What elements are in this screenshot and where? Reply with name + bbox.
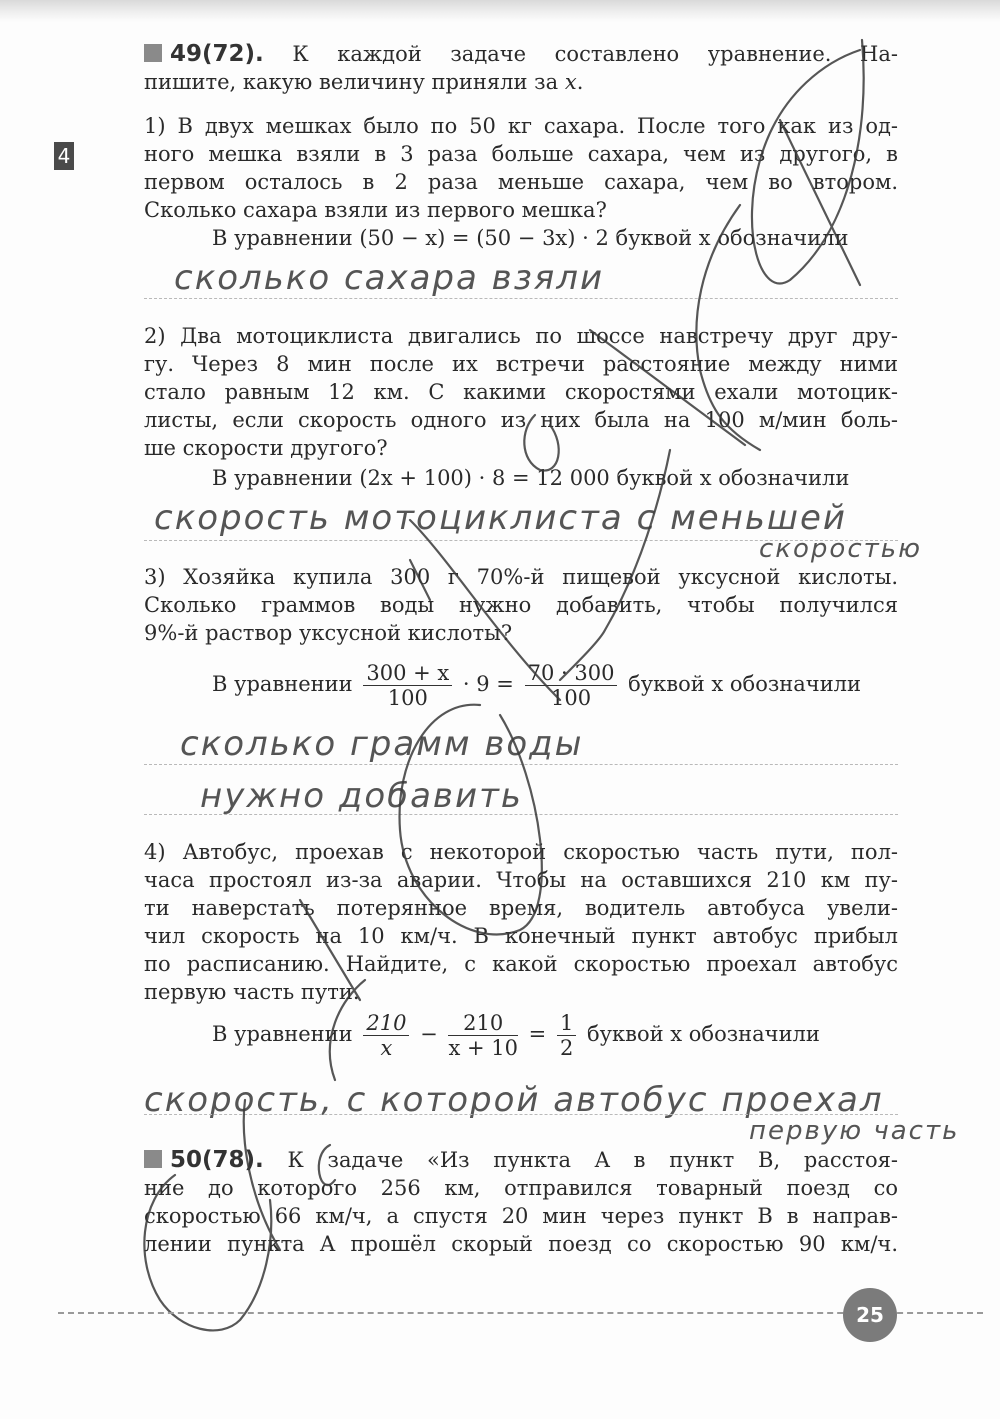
item2-line: стало равным 12 км. С какими скоростями ехали мотоцик- <box>144 380 898 404</box>
item2-line: 2) Два мотоциклиста двигались по шоссе навстречу друг дру- <box>144 324 898 348</box>
item1-line: ного мешка взяли в 3 раза больше сахара, чем из другого, в <box>144 142 898 166</box>
item2-line: ше скорости другого? <box>144 436 388 460</box>
item1-equation: В уравнении (50 − x) = (50 − 3x) · 2 буквой x обозначили <box>212 226 849 250</box>
item1-line: первом осталось в 2 раза меньше сахара, чем во втором. <box>144 170 898 194</box>
item4-line: ти наверстать потерянное время, водитель автобуса увели- <box>144 896 898 920</box>
item3-line: Сколько граммов воды нужно добавить, чтобы получился <box>144 593 898 617</box>
task49-intro-line2: пишите, какую величину приняли за x. <box>144 70 584 94</box>
chapter-tab: 4 <box>54 142 74 170</box>
task-marker-icon <box>144 44 162 62</box>
item2-answer-handwritten[interactable]: скорость мотоциклиста с меньшей <box>154 498 848 538</box>
answer-line <box>144 1114 898 1115</box>
answer-line <box>144 764 898 765</box>
item3-line: 9%-й раствор уксусной кислоты? <box>144 621 513 645</box>
item4-answer-handwritten-cont[interactable]: первую часть <box>749 1116 960 1146</box>
item2-equation: В уравнении (2x + 100) · 8 = 12 000 буквой x обозначили <box>212 466 850 490</box>
equation: (2x + 100) · 8 = 12 000 <box>359 466 610 490</box>
item1-line: Сколько сахара взяли из первого мешка? <box>144 198 607 222</box>
task50-number: 50(78). <box>170 1147 264 1173</box>
fraction: $\frac{300 + x}{100}$ <box>363 661 452 710</box>
item3-answer-handwritten-cont[interactable]: нужно добавить <box>200 776 523 816</box>
task50-header: 50(78). К задаче «Из пункта A в пункт B, расстоя- <box>144 1146 898 1174</box>
item3-equation: В уравнении $\frac{300 + x}{100}$ · 9 = $\frac{70 \cdot 300}{100}$ буквой x обозначили <box>212 661 862 710</box>
item3-answer-handwritten[interactable]: сколько грамм воды <box>180 724 584 764</box>
page-number-badge: 25 <box>843 1288 897 1342</box>
item4-line: часа простоял из-за аварии. Чтобы на оставшихся 210 км пу- <box>144 868 898 892</box>
answer-line <box>144 814 898 815</box>
fraction: $\frac{210}{x}$ <box>363 1011 409 1060</box>
item4-line: чил скорость на 10 км/ч. В конечный пункт автобус прибыл <box>144 924 898 948</box>
item4-equation: В уравнении $\frac{210}{x}$ − $\frac{210}{x + 10}$ = $\frac{1}{2}$ буквой x обозначили <box>212 1011 820 1060</box>
item2-line: гу. Через 8 мин после их встречи расстояние между ними <box>144 352 898 376</box>
item1-answer-handwritten[interactable]: сколько сахара взяли <box>174 258 605 298</box>
equation: (50 − x) = (50 − 3x) · 2 <box>359 226 609 250</box>
task49-intro-line1: К каждой задаче составлено уравнение. На- <box>292 42 898 66</box>
item3-line: 3) Хозяйка купила 300 г 70%-й пищевой уксусной кислоты. <box>144 565 898 589</box>
answer-line <box>144 298 898 299</box>
item4-line: по расписанию. Найдите, с какой скоростью проехал автобус <box>144 952 898 976</box>
task50-line: лении пункта A прошёл скорый поезд со скоростью 90 км/ч. <box>144 1232 898 1256</box>
item1-line: 1) В двух мешках было по 50 кг сахара. После того как из од- <box>144 114 898 138</box>
fraction: $\frac{70 \cdot 300}{100}$ <box>525 661 618 710</box>
scan-edge-shadow <box>0 0 1000 22</box>
fraction: $\frac{1}{2}$ <box>557 1011 576 1060</box>
fraction: $\frac{210}{x + 10}$ <box>448 1011 518 1060</box>
task-marker-icon <box>144 1150 162 1168</box>
task50-line: скоростью 66 км/ч, а спустя 20 мин через пункт B в направ- <box>144 1204 899 1228</box>
item2-answer-handwritten-cont[interactable]: скоростью <box>759 534 922 564</box>
task50-line: ние до которого 256 км, отправился товарный поезд со <box>144 1176 898 1200</box>
task49-header <box>144 40 898 68</box>
item4-line: 4) Автобус, проехав с некоторой скоростью часть пути, пол- <box>144 840 898 864</box>
item4-answer-handwritten[interactable]: скорость, с которой автобус проехал <box>144 1080 884 1120</box>
item2-line: листы, если скорость одного из них была на 100 м/мин боль- <box>144 408 898 432</box>
item4-line: первую часть пути. <box>144 980 360 1004</box>
task49-number: 49(72). <box>170 41 264 67</box>
